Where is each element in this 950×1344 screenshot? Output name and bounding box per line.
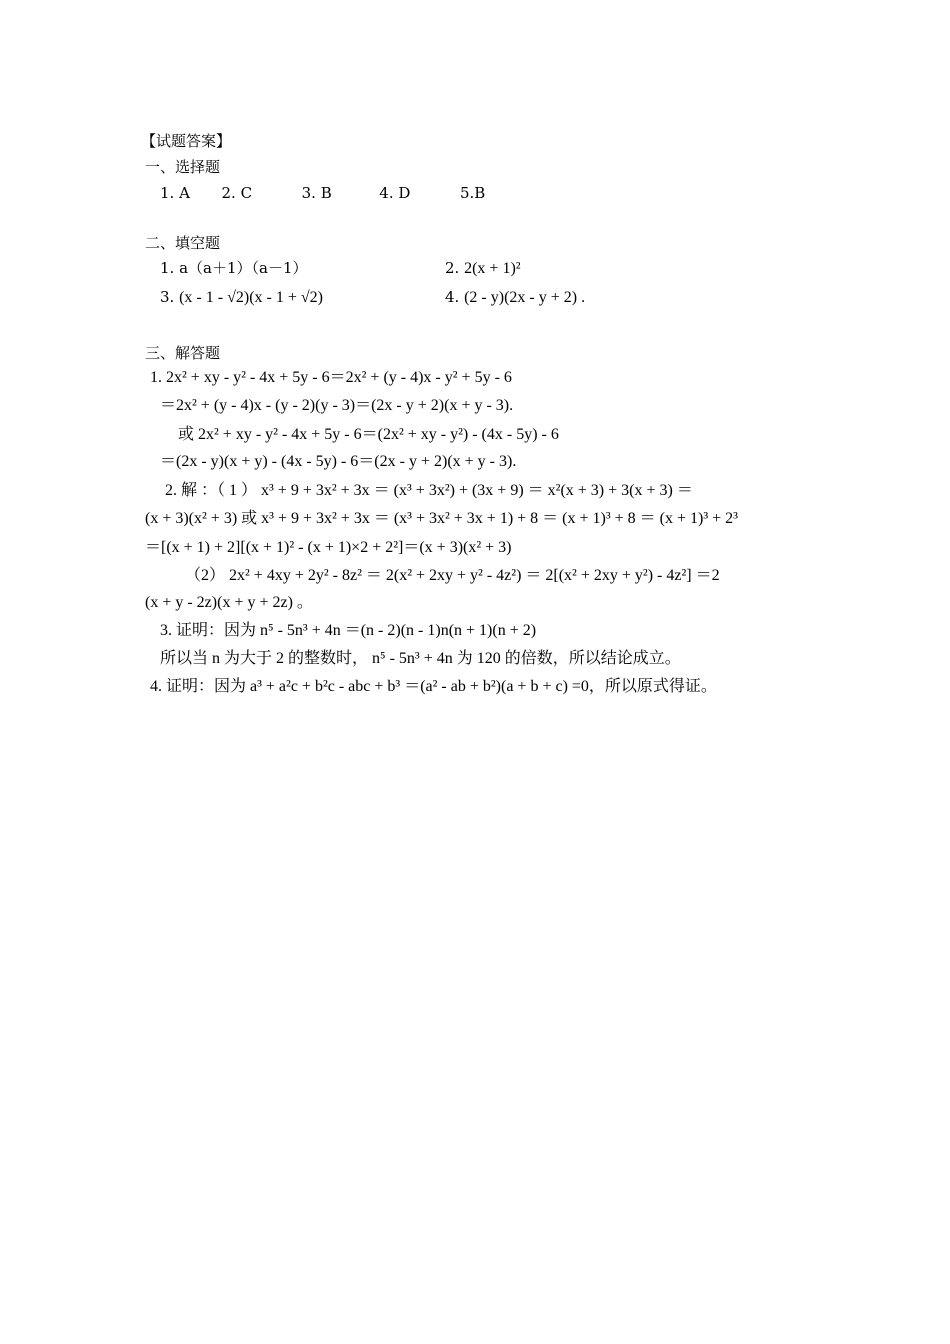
solution-2-line-3: ＝[(x + 1) + 2][(x + 1)² - (x + 1)×2 + 2²]＝(x + 3)(x² + 3): [145, 539, 512, 556]
choice-answer-4: 4. D: [379, 184, 411, 202]
fill-answer-2: [445, 258, 521, 279]
section-1-title: 一、选择题: [145, 158, 221, 176]
fill-answer-3-expr: (x - 1 - √2)(x - 1 + √2): [179, 289, 323, 306]
solution-2-line-4: （2） 2x² + 4xy + 2y² - 8z² ＝ 2(x² + 2xy + y² - 4z²) ＝ 2[(x² + 2xy + y²) - 4z²] ＝2: [185, 567, 720, 584]
solution-1-line-1: 1. 2x² + xy - y² - 4x + 5y - 6＝2x² + (y - 4)x - y² + 5y - 6: [150, 369, 512, 386]
choice-answer-1: 1. A: [160, 184, 190, 202]
choice-answer-5: 5.B: [459, 184, 486, 202]
solution-3-line-2: 所以当 n 为大于 2 的整数时， n⁵ - 5n³ + 4n 为 120 的倍数，所以结论成立。: [160, 650, 681, 667]
fill-answer-3-label: 3.: [160, 288, 175, 306]
page-heading: 【试题答案】: [141, 132, 232, 150]
solution-4-line-1: 4. 证明：因为 a³ + a²c + b²c - abc + b³ ＝(a² - ab + b²)(a + b + c) =0，所以原式得证。: [150, 678, 717, 695]
solution-1-line-3: 或 2x² + xy - y² - 4x + 5y - 6＝(2x² + xy - y²) - (4x - 5y) - 6: [178, 426, 559, 443]
solution-3-line-1: 3. 证明：因为 n⁵ - 5n³ + 4n ＝(n - 2)(n - 1)n(n + 1)(n + 2): [160, 622, 537, 639]
fill-answer-2-expr: 2(x + 1)²: [464, 260, 521, 277]
solution-1-line-4: ＝(2x - y)(x + y) - (4x - 5y) - 6＝(2x - y + 2)(x + y - 3).: [160, 453, 517, 470]
fill-answer-4: [445, 287, 585, 308]
choice-answers: [160, 183, 485, 203]
solution-1-line-2: ＝2x² + (y - 4)x - (y - 2)(y - 3)＝(2x - y + 2)(x + y - 3).: [160, 397, 514, 414]
solution-2-line-2: (x + 3)(x² + 3) 或 x³ + 9 + 3x² + 3x ＝ (x³ + 3x² + 3x + 1) + 8 ＝ (x + 1)³ + 8 ＝ (x + 1)³ + 2³: [145, 510, 738, 527]
section-2-title: 二、填空题: [145, 234, 221, 252]
choice-answer-3: 3. B: [301, 184, 332, 202]
solution-2-line-5: (x + y - 2z)(x + y + 2z) 。: [145, 594, 313, 611]
choice-answer-2: 2. C: [221, 184, 253, 202]
fill-answer-4-label: 4.: [445, 288, 460, 306]
section-3-title: 三、解答题: [145, 344, 221, 362]
solution-2-line-1: 2. 解 ：（ 1 ） x³ + 9 + 3x² + 3x ＝ (x³ + 3x²) + (3x + 9) ＝ x²(x + 3) + 3(x + 3) ＝: [165, 482, 693, 499]
fill-answer-3: [160, 287, 323, 308]
fill-answer-1: 1. a（a＋1）（a－1）: [160, 259, 308, 277]
fill-answer-4-expr: (2 - y)(2x - y + 2) .: [464, 289, 586, 306]
fill-answer-2-label: 2.: [445, 259, 460, 277]
